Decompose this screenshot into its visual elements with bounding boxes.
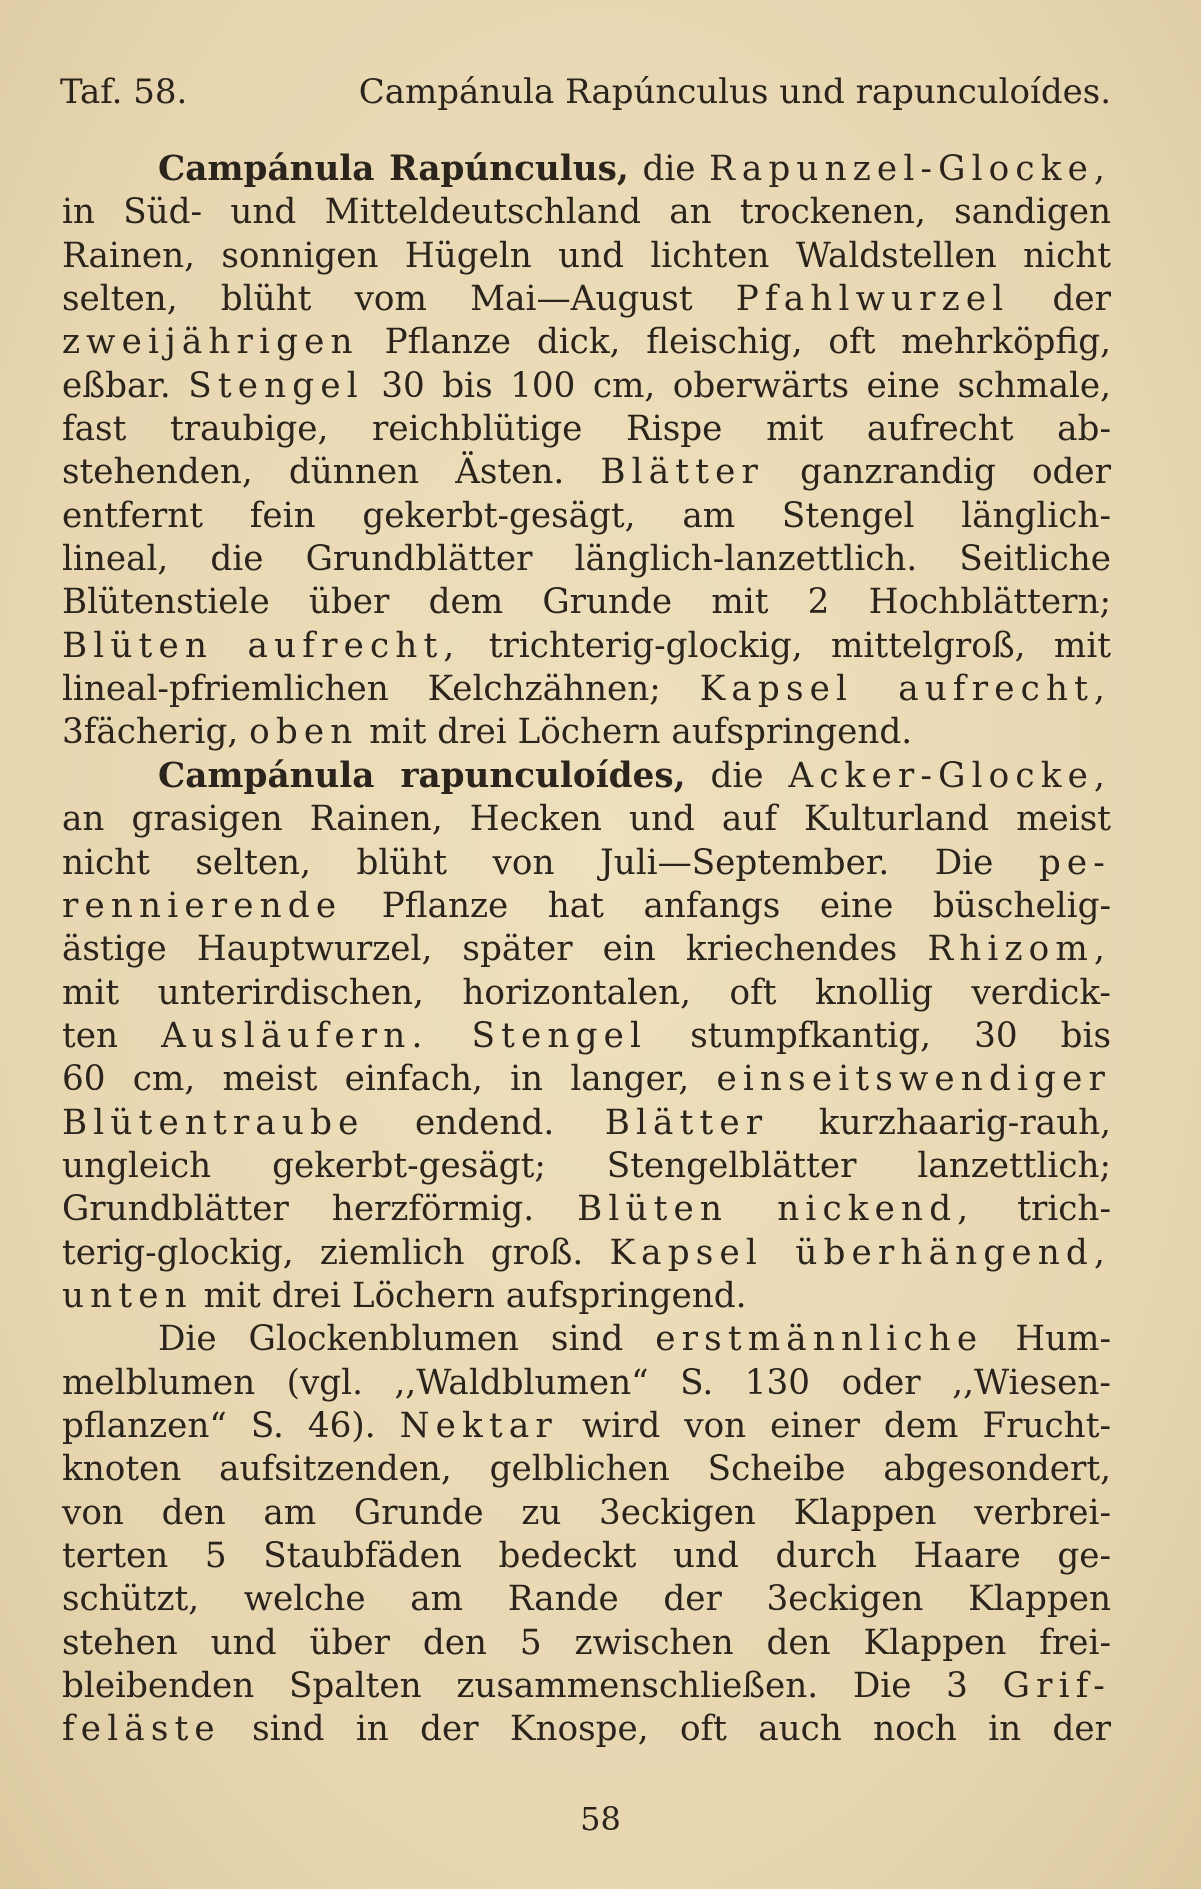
text-line xyxy=(62,191,1111,234)
text-segment: mit drei Löchern aufspringend. xyxy=(192,1275,747,1316)
text-segment: ästige Hauptwurzel, später ein kriechendes xyxy=(62,929,928,970)
text-line xyxy=(62,885,1111,928)
text-segment: 60 cm, meist einfach, in langer, xyxy=(62,1059,717,1100)
spaced-term: rennierende xyxy=(62,885,343,926)
spaced-term: Rapunzel-Glocke, xyxy=(709,149,1111,189)
text-segment: ten xyxy=(62,1015,162,1056)
text-segment: an grasigen Rainen, Hecken und auf Kulturland meist xyxy=(62,799,1111,840)
text-line xyxy=(62,148,1111,191)
plate-number: Taf. 58. xyxy=(60,72,188,112)
spaced-term: erstmännliche xyxy=(655,1319,984,1360)
text-line xyxy=(62,235,1111,278)
text-segment: lineal-pfriemlichen Kelchzähnen; xyxy=(62,669,700,710)
text-line xyxy=(62,365,1111,408)
text-line xyxy=(62,1188,1111,1231)
spaced-term: Acker-Glocke, xyxy=(788,755,1111,796)
text-line xyxy=(62,972,1111,1015)
text-segment: die xyxy=(628,149,710,189)
text-segment: pflanzen“ S. 46). xyxy=(62,1405,400,1446)
text-line xyxy=(62,1145,1111,1188)
spaced-term: Nektar xyxy=(399,1405,558,1446)
text-line xyxy=(62,1318,1111,1361)
text-segment: eßbar. xyxy=(62,365,189,406)
text-segment: von den am Grunde zu 3eckigen Klappen verbrei- xyxy=(62,1492,1111,1533)
text-segment: terig-glockig, ziemlich groß. xyxy=(62,1232,610,1273)
text-segment: Hum- xyxy=(983,1319,1111,1360)
text-segment: Rainen, sonnigen Hügeln und lichten Waldstellen nicht xyxy=(62,235,1111,276)
text-segment: der xyxy=(1009,279,1111,320)
running-title: Campánula Rapúnculus und rapunculoídes. xyxy=(358,72,1111,112)
text-segment: ungleich gekerbt-gesägt; Stengelblätter lanzettlich; xyxy=(62,1145,1111,1186)
spaced-term: Stengel xyxy=(188,365,364,406)
text-line xyxy=(62,1492,1111,1535)
spaced-term: Blätter xyxy=(604,1102,769,1143)
text-segment: knoten aufsitzenden, gelblichen Scheibe abgesondert, xyxy=(62,1449,1111,1490)
text-segment: melblumen (vgl. ,,Waldblumen“ S. 130 oder ,,Wiesen- xyxy=(62,1362,1111,1403)
text-line xyxy=(62,668,1111,711)
text-segment: trich- xyxy=(974,1189,1111,1230)
text-segment: Pflanze hat anfangs eine büschelig- xyxy=(342,885,1111,926)
species-name: Campánula Rapúnculus, xyxy=(158,149,629,189)
spaced-term: Grif- xyxy=(1002,1666,1111,1707)
text-segment: die xyxy=(685,755,789,796)
text-segment: in Süd- und Mitteldeutschland an trockenen, sandigen xyxy=(62,192,1111,233)
text-segment: 3fächerig, xyxy=(62,712,250,753)
text-segment: bleibenden Spalten zusammenschließen. Die 3 xyxy=(62,1666,1003,1707)
spaced-term: Blütentraube xyxy=(62,1102,365,1143)
text-line xyxy=(62,928,1111,971)
spaced-term: Blüten aufrecht, xyxy=(62,625,461,666)
text-segment: terten 5 Staubfäden bedeckt und durch Haare ge- xyxy=(62,1536,1111,1576)
text-segment: stehen und über den 5 zwischen den Klappen frei- xyxy=(62,1622,1111,1663)
text-segment: Pflanze dick, fleischig, oft mehrköpfig, xyxy=(358,322,1111,363)
spaced-term: oben xyxy=(249,712,359,753)
text-line xyxy=(62,798,1111,841)
text-line xyxy=(62,495,1111,538)
spaced-term: Ausläufern. xyxy=(161,1015,429,1056)
text-segment: lineal, die Grundblätter länglich-lanzettlich. Seitliche xyxy=(62,539,1111,580)
text-segment: selten, blüht vom Mai—August xyxy=(62,279,736,320)
text-segment: mit drei Löchern aufspringend. xyxy=(358,712,913,753)
text-segment: Blütenstiele über dem Grunde mit 2 Hochblättern; xyxy=(62,582,1111,623)
text-line xyxy=(62,1622,1111,1665)
text-segment: sind in der Knospe, oft auch noch in der xyxy=(220,1709,1111,1750)
text-line xyxy=(62,1578,1111,1621)
text-line xyxy=(62,1535,1111,1578)
spaced-term: Stengel xyxy=(471,1015,648,1056)
text-segment: Die Glockenblumen sind xyxy=(158,1319,656,1360)
text-line xyxy=(62,1058,1111,1101)
text-line xyxy=(62,1275,1111,1318)
text-segment: kurzhaarig-rauh, xyxy=(768,1102,1111,1143)
text-line xyxy=(62,278,1111,321)
page-number: 58 xyxy=(580,1800,621,1838)
text-line xyxy=(62,581,1111,624)
spaced-term: Kapsel aufrecht, xyxy=(699,669,1111,710)
text-line xyxy=(62,1665,1111,1708)
body-text xyxy=(62,148,1111,1752)
text-segment: stumpfkantig, 30 bis xyxy=(647,1015,1111,1056)
text-segment: mit unterirdischen, horizontalen, oft knollig verdick- xyxy=(62,972,1111,1013)
text-line xyxy=(62,321,1111,364)
spaced-term: pe- xyxy=(1038,842,1111,883)
text-line xyxy=(62,538,1111,581)
text-line xyxy=(62,1362,1111,1405)
text-line xyxy=(62,1708,1111,1751)
text-segment xyxy=(428,1016,471,1056)
text-line xyxy=(62,842,1111,885)
spaced-term: unten xyxy=(62,1275,193,1316)
text-line xyxy=(62,1015,1111,1058)
spaced-term: Kapsel überhängend, xyxy=(609,1232,1111,1273)
text-line xyxy=(62,1102,1111,1145)
text-line xyxy=(62,755,1111,798)
species-name: Campánula rapunculoídes, xyxy=(158,755,686,796)
text-segment: fast traubige, reichblütige Rispe mit aufrecht ab- xyxy=(62,409,1111,450)
spaced-term: einseitswendiger xyxy=(716,1059,1111,1100)
text-segment: wird von einer dem Frucht- xyxy=(557,1405,1111,1446)
text-segment: trichterig-glockig, mittelgroß, mit xyxy=(460,625,1112,666)
text-line xyxy=(62,1232,1111,1275)
spaced-term: zweijährigen xyxy=(62,322,359,363)
text-segment: stehenden, dünnen Ästen. xyxy=(62,452,601,493)
text-line xyxy=(62,1448,1111,1491)
text-segment: endend. xyxy=(364,1102,605,1143)
text-segment: schützt, welche am Rande der 3eckigen Klappen xyxy=(62,1579,1111,1620)
text-segment: Grundblätter herzförmig. xyxy=(62,1189,578,1230)
text-line xyxy=(62,711,1111,754)
text-segment: entfernt fein gekerbt-gesägt, am Stengel länglich- xyxy=(62,495,1111,536)
spaced-term: Rhizom, xyxy=(927,929,1111,970)
text-segment: 30 bis 100 cm, oberwärts eine schmale, xyxy=(363,365,1111,406)
spaced-term: Pfahlwurzel xyxy=(735,279,1010,320)
text-line xyxy=(62,408,1111,451)
spaced-term: Blüten nickend, xyxy=(577,1189,975,1230)
text-line xyxy=(62,625,1111,668)
spaced-term: feläste xyxy=(62,1709,221,1750)
text-segment: nicht selten, blüht von Juli—September. Die xyxy=(62,842,1039,883)
text-line xyxy=(62,451,1111,494)
text-segment: ganzrandig oder xyxy=(763,452,1111,493)
spaced-term: Blätter xyxy=(600,452,764,493)
text-line xyxy=(62,1405,1111,1448)
